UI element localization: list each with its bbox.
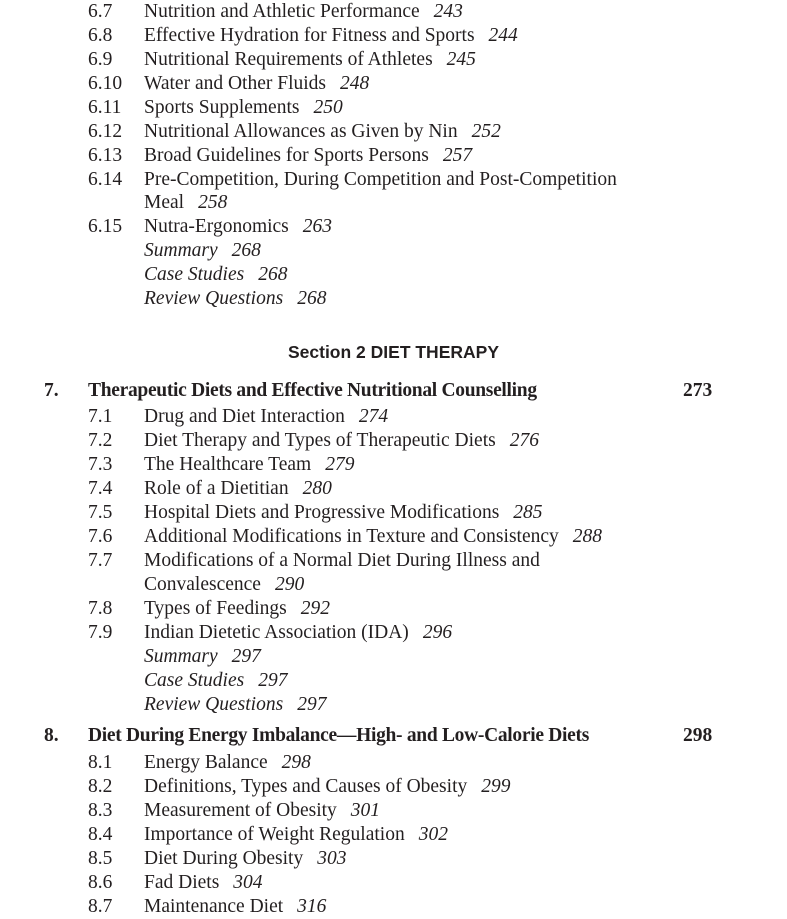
toc-entry <box>0 477 787 501</box>
entry-title: Role of a Dietitian <box>144 478 289 499</box>
entry-number: 6.11 <box>88 97 122 118</box>
entry-title: Measurement of Obesity <box>144 800 337 821</box>
chapter-page: 298 <box>683 725 713 746</box>
entry-title: Indian Dietetic Association (IDA) <box>144 622 409 643</box>
toc-entry <box>0 501 787 525</box>
extra-page: 297 <box>231 646 261 667</box>
entry-page: 292 <box>300 598 330 619</box>
extra-title: Summary <box>144 240 218 261</box>
toc-entry <box>0 96 787 120</box>
entry-number: 7.6 <box>88 526 113 547</box>
entry-title: Definitions, Types and Causes of Obesity <box>144 776 468 797</box>
extra-title: Summary <box>144 646 218 667</box>
toc-entry <box>0 48 787 72</box>
toc-extra-case-studies <box>0 669 787 693</box>
entry-title: The Healthcare Team <box>144 454 312 475</box>
entry-page: 243 <box>433 1 463 22</box>
toc-extra-review-questions <box>0 287 787 311</box>
toc-entry <box>0 120 787 144</box>
entry-number: 6.13 <box>88 145 123 166</box>
toc-entry <box>0 823 787 847</box>
toc-entry <box>0 621 787 645</box>
entry-page: 274 <box>358 406 389 427</box>
entry-title: Modifications of a Normal Diet During Illness and <box>144 550 540 571</box>
toc-entry <box>0 72 787 96</box>
toc-entry <box>0 429 787 453</box>
toc-extra-summary <box>0 239 787 263</box>
entry-title: Importance of Weight Regulation <box>144 824 405 845</box>
entry-number: 8.6 <box>88 872 113 893</box>
entry-title-continued: Convalescence <box>144 574 261 595</box>
entry-title: Nutra-Ergonomics <box>144 216 289 237</box>
entry-number: 7.4 <box>88 478 113 499</box>
entry-page: 258 <box>198 192 228 213</box>
entry-number: 7.1 <box>88 406 113 427</box>
chapter-number: 8. <box>44 725 59 746</box>
toc-extra-review-questions <box>0 693 787 717</box>
entry-page: 301 <box>350 800 381 821</box>
chapter-heading <box>0 378 787 404</box>
entry-number: 7.3 <box>88 454 113 475</box>
extra-title: Case Studies <box>144 670 245 691</box>
chapter-page: 273 <box>683 380 713 401</box>
entry-title: Pre-Competition, During Competition and Post-Competition <box>144 169 617 190</box>
toc-extra-case-studies <box>0 263 787 287</box>
entry-title: Drug and Diet Interaction <box>144 406 345 427</box>
toc-entry <box>0 168 787 192</box>
entry-title-continued: Meal <box>144 192 185 213</box>
section-heading: Section 2 DIET THERAPY <box>287 342 499 362</box>
entry-title: Sports Supplements <box>144 97 300 118</box>
entry-page: 248 <box>340 73 370 94</box>
entry-number: 7.2 <box>88 430 113 451</box>
toc-entry <box>0 751 787 775</box>
entry-number: 6.15 <box>88 216 123 237</box>
entry-title: Fad Diets <box>144 872 220 893</box>
entry-page: 296 <box>422 622 453 643</box>
entry-number: 8.5 <box>88 848 113 869</box>
entry-page: 280 <box>302 478 332 499</box>
entry-number: 7.8 <box>88 598 113 619</box>
chapter-heading <box>0 723 787 749</box>
entry-page: 316 <box>297 896 327 917</box>
toc-entry <box>0 871 787 895</box>
extra-page: 268 <box>231 240 261 261</box>
entry-page: 263 <box>302 216 333 237</box>
chapter-number: 7. <box>44 380 59 401</box>
entry-number: 8.2 <box>88 776 113 797</box>
extra-title: Case Studies <box>144 264 245 285</box>
entry-number: 6.12 <box>88 121 123 142</box>
entry-title: Energy Balance <box>144 752 268 773</box>
toc-entry <box>0 215 787 239</box>
toc-entry-continuation <box>0 573 787 597</box>
entry-title: Diet During Obesity <box>144 848 304 869</box>
toc-entry <box>0 775 787 799</box>
entry-title: Nutritional Allowances as Given by Nin <box>144 121 458 142</box>
entry-page: 290 <box>274 574 305 595</box>
chapter-title: Diet During Energy Imbalance—High- and Low-Calorie Diets <box>88 725 590 746</box>
entry-number: 8.7 <box>88 896 113 917</box>
entry-number: 8.4 <box>88 824 113 845</box>
entry-page: 257 <box>442 145 473 166</box>
toc-entry <box>0 847 787 871</box>
entry-title: Broad Guidelines for Sports Persons <box>144 145 429 166</box>
extra-title: Review Questions <box>144 694 284 715</box>
toc-entry <box>0 453 787 477</box>
entry-number: 6.14 <box>88 169 123 190</box>
entry-number: 6.7 <box>88 1 113 22</box>
entry-title: Types of Feedings <box>144 598 287 619</box>
entry-page: 276 <box>509 430 539 451</box>
entry-page: 250 <box>313 97 343 118</box>
entry-title: Maintenance Diet <box>144 896 284 917</box>
entry-number: 6.10 <box>88 73 123 94</box>
entry-title: Diet Therapy and Types of Therapeutic Diets <box>144 430 496 451</box>
entry-page: 244 <box>488 25 518 46</box>
entry-page: 302 <box>418 824 448 845</box>
toc-entry <box>0 0 787 24</box>
entry-number: 7.9 <box>88 622 113 643</box>
toc-entry <box>0 405 787 429</box>
entry-page: 245 <box>446 49 476 70</box>
entry-title: Effective Hydration for Fitness and Sports <box>144 25 475 46</box>
entry-page: 303 <box>317 848 347 869</box>
entry-number: 7.5 <box>88 502 113 523</box>
toc-entry <box>0 549 787 573</box>
entry-title: Nutrition and Athletic Performance <box>144 1 420 22</box>
toc-extra-summary <box>0 645 787 669</box>
entry-title: Additional Modifications in Texture and Consistency <box>144 526 559 547</box>
entry-page: 288 <box>572 526 603 547</box>
entry-number: 7.7 <box>88 550 113 571</box>
entry-number: 8.1 <box>88 752 113 773</box>
entry-page: 279 <box>325 454 355 475</box>
entry-title: Nutritional Requirements of Athletes <box>144 49 433 70</box>
entry-number: 6.9 <box>88 49 113 70</box>
toc-entry <box>0 799 787 823</box>
chapter-title: Therapeutic Diets and Effective Nutritional Counselling <box>88 380 537 401</box>
entry-page: 304 <box>233 872 263 893</box>
extra-page: 297 <box>297 694 327 715</box>
toc-entry <box>0 895 787 919</box>
toc-entry-continuation <box>0 191 787 215</box>
extra-page: 268 <box>258 264 288 285</box>
entry-title: Hospital Diets and Progressive Modifications <box>144 502 500 523</box>
entry-page: 299 <box>481 776 511 797</box>
entry-title: Water and Other Fluids <box>144 73 327 94</box>
entry-page: 252 <box>471 121 501 142</box>
toc-entry <box>0 144 787 168</box>
entry-number: 6.8 <box>88 25 113 46</box>
entry-page: 298 <box>281 752 311 773</box>
toc-entry <box>0 525 787 549</box>
entry-page: 285 <box>513 502 543 523</box>
entry-number: 8.3 <box>88 800 113 821</box>
extra-page: 268 <box>297 288 327 309</box>
extra-title: Review Questions <box>144 288 284 309</box>
toc-entry <box>0 24 787 48</box>
extra-page: 297 <box>258 670 288 691</box>
toc-entry <box>0 597 787 621</box>
